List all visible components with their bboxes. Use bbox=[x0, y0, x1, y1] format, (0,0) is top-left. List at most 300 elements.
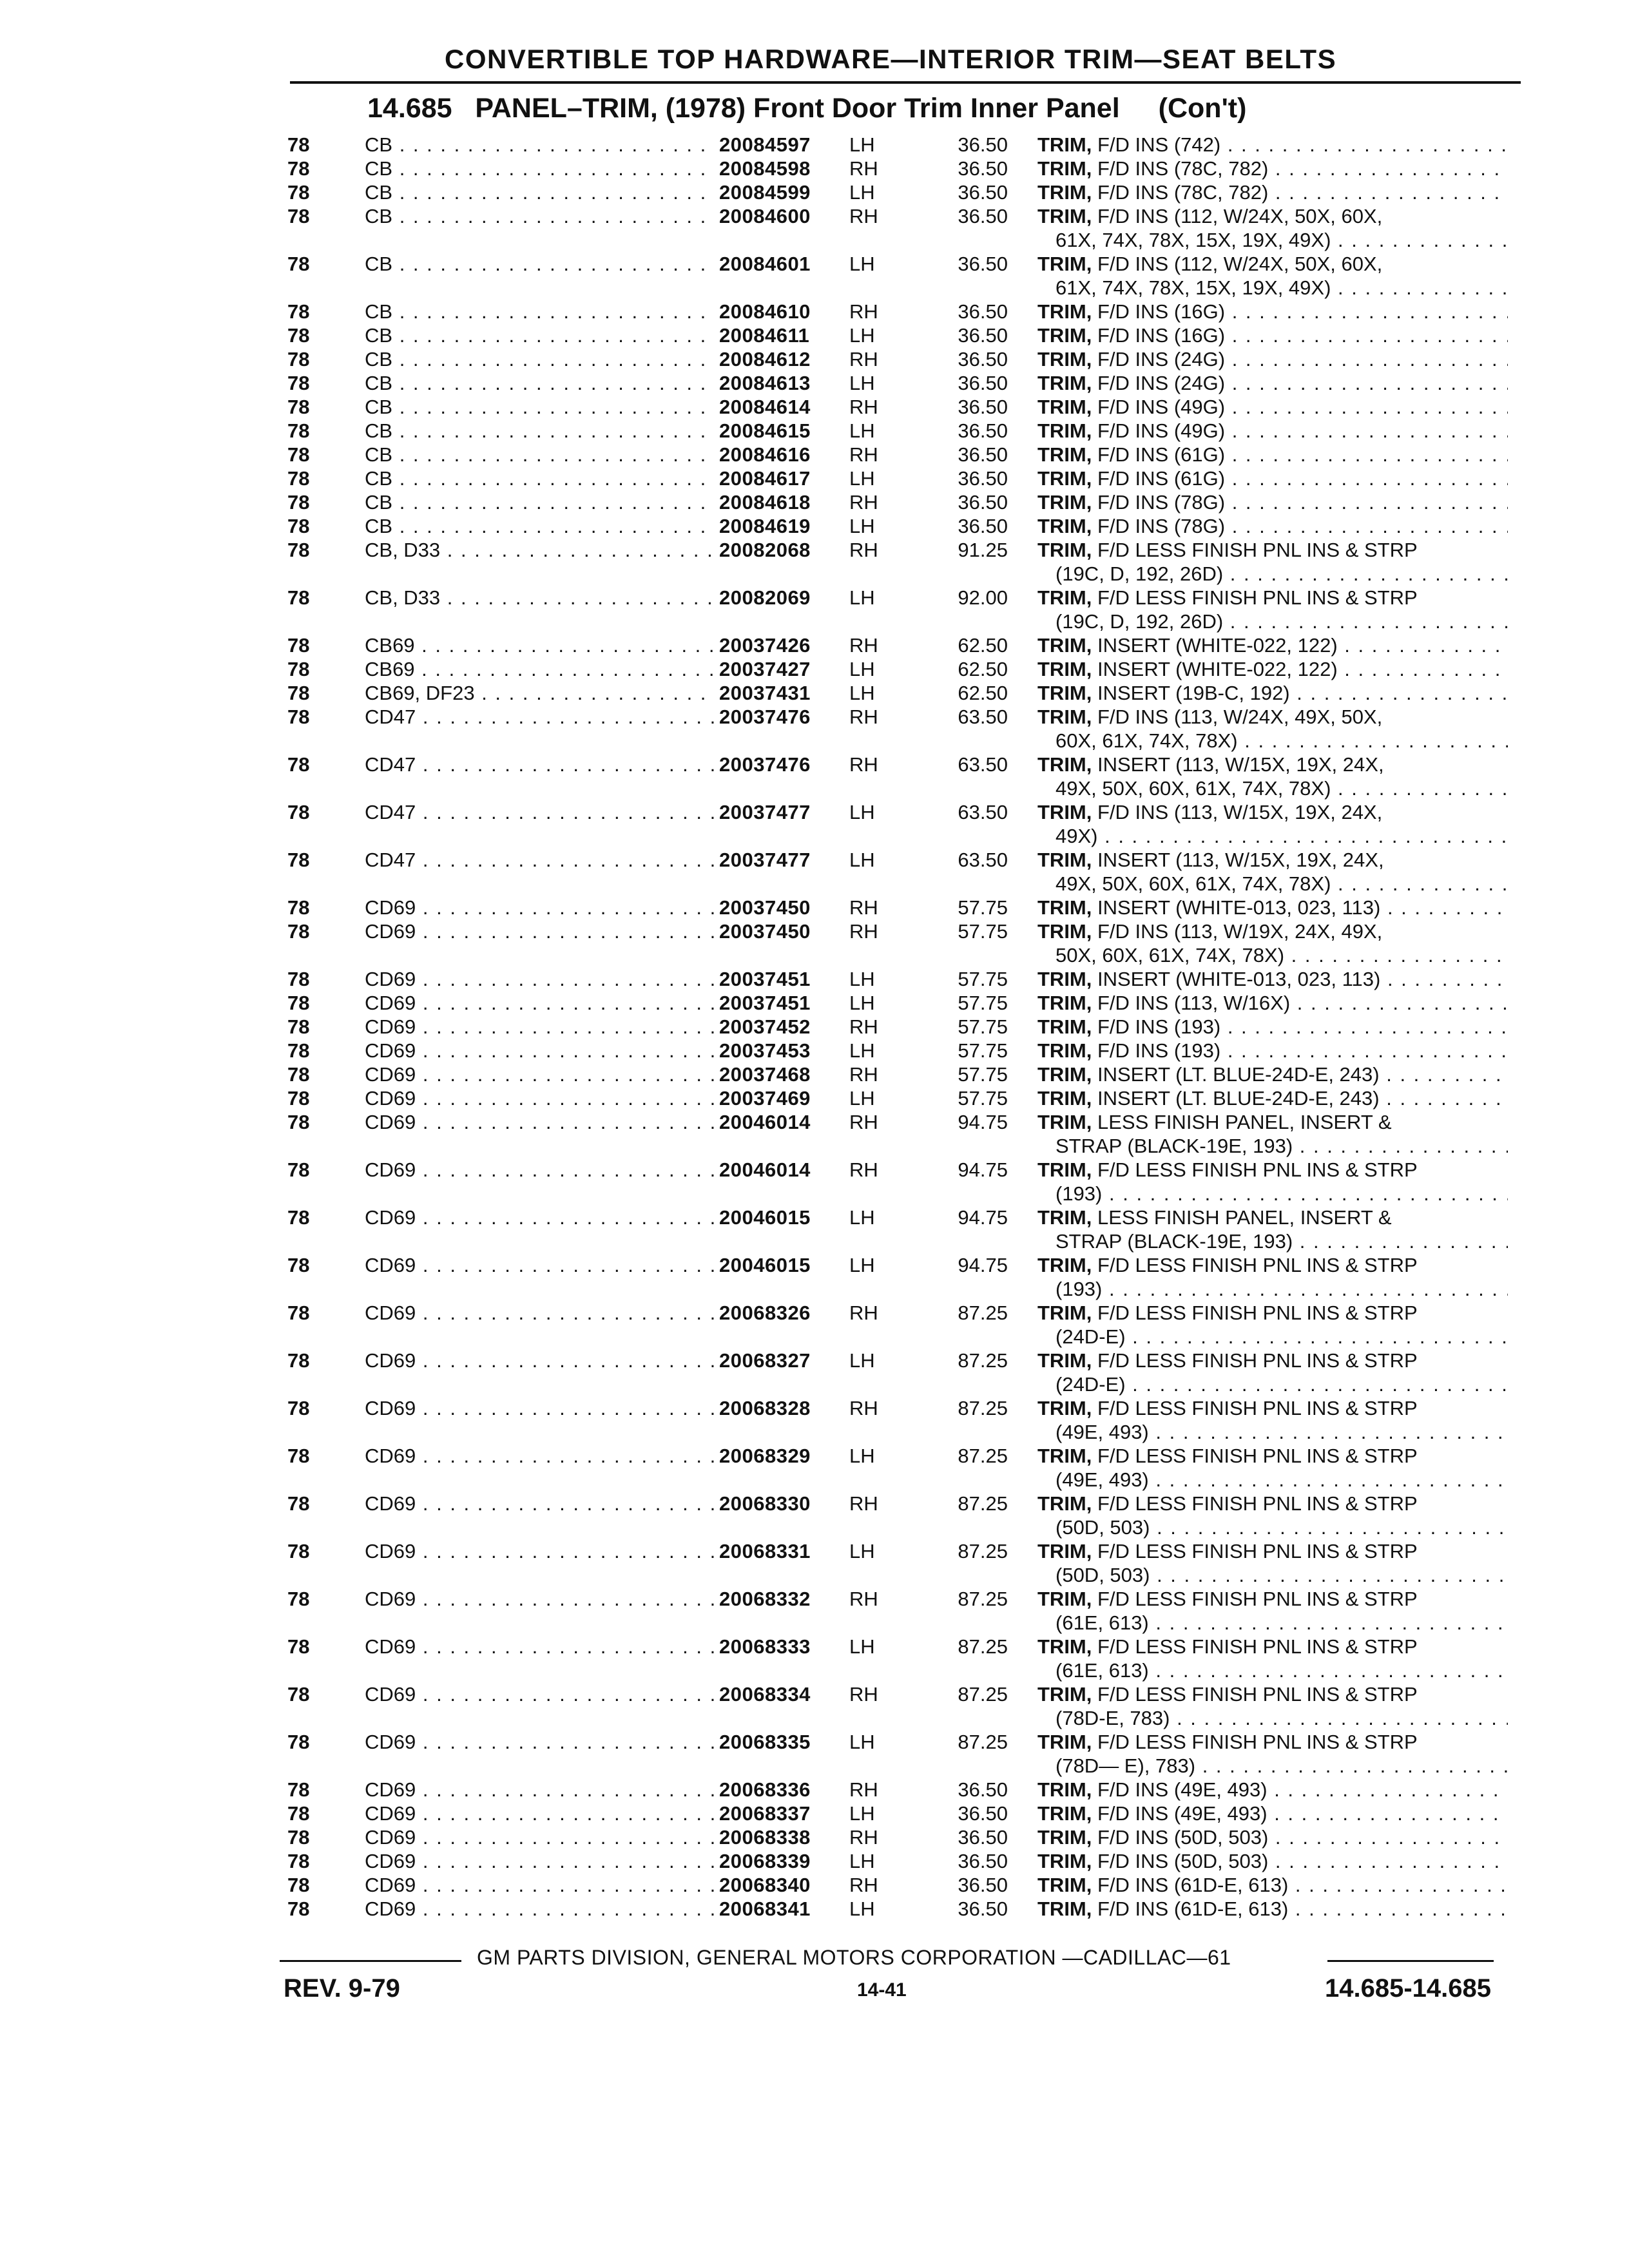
price-cell: 57.75 bbox=[958, 1063, 1008, 1086]
description-text: (19C, D, 192, 26D) bbox=[1055, 610, 1224, 633]
description-line bbox=[1037, 824, 1508, 848]
description-cell bbox=[1037, 967, 1508, 991]
model-code-cell: CB . . . bbox=[365, 443, 715, 466]
description-line bbox=[1037, 1492, 1508, 1515]
description-cell bbox=[1037, 1730, 1508, 1778]
part-number-cell: 20037477 bbox=[719, 801, 811, 823]
description-line bbox=[1037, 705, 1508, 729]
description-line bbox=[1037, 1444, 1508, 1468]
description-prefix: TRIM, bbox=[1037, 1087, 1092, 1110]
description-prefix: TRIM, bbox=[1037, 1302, 1092, 1324]
year-cell: 78 bbox=[287, 1111, 310, 1133]
table-row bbox=[0, 633, 1629, 657]
description-text: F/D LESS FINISH PNL INS & STRP bbox=[1097, 1588, 1418, 1610]
section-number: 14.685 bbox=[367, 93, 452, 124]
description-text: F/D INS (193) bbox=[1097, 1015, 1221, 1038]
table-row bbox=[0, 1086, 1629, 1110]
description-prefix: TRIM, bbox=[1037, 1540, 1092, 1562]
description-cell bbox=[1037, 1301, 1508, 1349]
price-cell: 94.75 bbox=[958, 1111, 1008, 1133]
year-cell: 78 bbox=[287, 539, 310, 561]
part-number-cell: 20068336 bbox=[719, 1778, 811, 1801]
side-cell: RH bbox=[849, 205, 878, 227]
description-line bbox=[1037, 967, 1508, 991]
table-row bbox=[0, 1802, 1629, 1825]
description-text: (78D— E), 783) bbox=[1055, 1754, 1196, 1777]
year-cell: 78 bbox=[287, 849, 310, 871]
price-cell: 91.25 bbox=[958, 539, 1008, 561]
description-text: INSERT (19B-C, 192) bbox=[1097, 682, 1290, 704]
model-code-cell: CB . . . bbox=[365, 133, 715, 157]
model-code-cell: CD69 . . . bbox=[365, 1086, 715, 1110]
description-prefix: TRIM, bbox=[1037, 372, 1092, 394]
description-line bbox=[1037, 1325, 1508, 1349]
side-cell: RH bbox=[849, 1302, 878, 1324]
parts-list bbox=[0, 133, 1629, 1921]
description-text: F/D INS (16G) bbox=[1097, 324, 1226, 347]
side-cell: LH bbox=[849, 658, 875, 680]
description-cell bbox=[1037, 991, 1508, 1015]
table-row bbox=[0, 347, 1629, 371]
description-text: F/D LESS FINISH PNL INS & STRP bbox=[1097, 1349, 1418, 1372]
year-cell: 78 bbox=[287, 706, 310, 728]
description-prefix: TRIM, bbox=[1037, 1015, 1092, 1038]
part-number-cell: 20037468 bbox=[719, 1063, 811, 1086]
table-row bbox=[0, 252, 1629, 300]
description-line bbox=[1037, 1778, 1508, 1802]
description-prefix: TRIM, bbox=[1037, 1778, 1092, 1801]
side-cell: RH bbox=[849, 896, 878, 919]
model-code-cell: CD69 . . . bbox=[365, 1730, 715, 1754]
description-line bbox=[1037, 681, 1508, 705]
description-text: F/D LESS FINISH PNL INS & STRP bbox=[1097, 1254, 1418, 1276]
price-cell: 94.75 bbox=[958, 1254, 1008, 1276]
description-line bbox=[1037, 276, 1508, 300]
description-line bbox=[1037, 466, 1508, 490]
part-number-cell: 20068338 bbox=[719, 1826, 811, 1849]
description-line bbox=[1037, 1182, 1508, 1206]
description-line bbox=[1037, 157, 1508, 180]
year-cell: 78 bbox=[287, 1731, 310, 1753]
year-cell: 78 bbox=[287, 634, 310, 657]
price-cell: 36.50 bbox=[958, 348, 1008, 370]
description-text: F/D LESS FINISH PNL INS & STRP bbox=[1097, 1731, 1418, 1753]
description-cell bbox=[1037, 443, 1508, 466]
table-row bbox=[0, 1158, 1629, 1206]
description-text: (193) bbox=[1055, 1182, 1103, 1205]
description-text: (50D, 503) bbox=[1055, 1516, 1150, 1539]
model-code-cell: CD69 . . . bbox=[365, 896, 715, 919]
part-number-cell: 20037476 bbox=[719, 753, 811, 776]
table-row bbox=[0, 419, 1629, 443]
year-cell: 78 bbox=[287, 205, 310, 227]
description-text: F/D INS (113, W/24X, 49X, 50X, bbox=[1097, 706, 1383, 728]
model-code-cell: CD69 . . . bbox=[365, 991, 715, 1015]
table-row bbox=[0, 1539, 1629, 1587]
price-cell: 36.50 bbox=[958, 1826, 1008, 1849]
model-code-cell: CB . . . bbox=[365, 514, 715, 538]
description-cell bbox=[1037, 1349, 1508, 1396]
table-row bbox=[0, 538, 1629, 586]
year-cell: 78 bbox=[287, 896, 310, 919]
description-line bbox=[1037, 896, 1508, 919]
description-line bbox=[1037, 1372, 1508, 1396]
description-prefix: TRIM, bbox=[1037, 968, 1092, 990]
description-cell bbox=[1037, 586, 1508, 633]
description-text: (61E, 613) bbox=[1055, 1659, 1149, 1682]
description-text: STRAP (BLACK-19E, 193) bbox=[1055, 1230, 1293, 1253]
table-row bbox=[0, 991, 1629, 1015]
description-text: (193) bbox=[1055, 1278, 1103, 1300]
price-cell: 36.50 bbox=[958, 443, 1008, 466]
description-prefix: TRIM, bbox=[1037, 658, 1092, 680]
description-text: F/D LESS FINISH PNL INS & STRP bbox=[1097, 1540, 1418, 1562]
description-cell bbox=[1037, 395, 1508, 419]
price-cell: 36.50 bbox=[958, 1898, 1008, 1920]
side-cell: LH bbox=[849, 1802, 875, 1825]
side-cell: RH bbox=[849, 300, 878, 323]
part-number-cell: 20068332 bbox=[719, 1588, 811, 1610]
description-line bbox=[1037, 1873, 1508, 1897]
description-line bbox=[1037, 490, 1508, 514]
part-number-cell: 20084619 bbox=[719, 515, 811, 537]
side-cell: LH bbox=[849, 1087, 875, 1110]
description-text: F/D INS (78G) bbox=[1097, 491, 1226, 514]
description-cell bbox=[1037, 1206, 1508, 1253]
model-code-cell: CB . . . bbox=[365, 371, 715, 395]
year-cell: 78 bbox=[287, 133, 310, 156]
price-cell: 57.75 bbox=[958, 1087, 1008, 1110]
description-text: (19C, D, 192, 26D) bbox=[1055, 562, 1224, 585]
part-number-cell: 20082069 bbox=[719, 586, 811, 609]
side-cell: RH bbox=[849, 1588, 878, 1610]
description-line bbox=[1037, 1897, 1508, 1921]
part-number-cell: 20037452 bbox=[719, 1015, 811, 1038]
description-text: F/D INS (742) bbox=[1097, 133, 1221, 156]
part-number-cell: 20068327 bbox=[719, 1349, 811, 1372]
model-code-cell: CD69 . . . bbox=[365, 1635, 715, 1658]
table-row bbox=[0, 1587, 1629, 1635]
description-line bbox=[1037, 1110, 1508, 1134]
description-line bbox=[1037, 1682, 1508, 1706]
price-cell: 36.50 bbox=[958, 515, 1008, 537]
description-prefix: TRIM, bbox=[1037, 634, 1092, 657]
side-cell: RH bbox=[849, 1015, 878, 1038]
description-cell bbox=[1037, 1873, 1508, 1897]
description-prefix: TRIM, bbox=[1037, 849, 1092, 871]
description-line bbox=[1037, 872, 1508, 896]
description-cell bbox=[1037, 1039, 1508, 1062]
description-line bbox=[1037, 1635, 1508, 1658]
side-cell: RH bbox=[849, 1492, 878, 1515]
side-cell: LH bbox=[849, 1850, 875, 1872]
description-text: 61X, 74X, 78X, 15X, 19X, 49X) bbox=[1055, 229, 1331, 251]
footer-rule-left bbox=[280, 1960, 461, 1962]
description-prefix: TRIM, bbox=[1037, 1898, 1092, 1920]
table-row bbox=[0, 1062, 1629, 1086]
description-cell bbox=[1037, 490, 1508, 514]
model-code-cell: CB . . . bbox=[365, 252, 715, 276]
description-prefix: TRIM, bbox=[1037, 1445, 1092, 1467]
description-cell bbox=[1037, 300, 1508, 323]
description-line bbox=[1037, 252, 1508, 276]
year-cell: 78 bbox=[287, 1898, 310, 1920]
description-line bbox=[1037, 991, 1508, 1015]
description-cell bbox=[1037, 323, 1508, 347]
page-title: CONVERTIBLE TOP HARDWARE—INTERIOR TRIM—SEAT BELTS bbox=[445, 44, 1337, 74]
description-cell bbox=[1037, 1396, 1508, 1444]
table-row bbox=[0, 1897, 1629, 1921]
description-prefix: TRIM, bbox=[1037, 419, 1092, 442]
table-row bbox=[0, 1444, 1629, 1492]
description-line bbox=[1037, 1587, 1508, 1611]
year-cell: 78 bbox=[287, 1445, 310, 1467]
section-range: 14.685-14.685 bbox=[1324, 1974, 1491, 2003]
price-cell: 36.50 bbox=[958, 300, 1008, 323]
model-code-cell: CD69 . . . bbox=[365, 1396, 715, 1420]
price-cell: 94.75 bbox=[958, 1158, 1008, 1181]
table-row bbox=[0, 300, 1629, 323]
description-prefix: TRIM, bbox=[1037, 133, 1092, 156]
model-code-cell: CD69 . . . bbox=[365, 1587, 715, 1611]
page-header bbox=[290, 39, 1521, 84]
side-cell: LH bbox=[849, 1898, 875, 1920]
side-cell: LH bbox=[849, 968, 875, 990]
description-cell bbox=[1037, 180, 1508, 204]
description-text: F/D LESS FINISH PNL INS & STRP bbox=[1097, 539, 1418, 561]
side-cell: LH bbox=[849, 849, 875, 871]
price-cell: 36.50 bbox=[958, 419, 1008, 442]
description-text: F/D LESS FINISH PNL INS & STRP bbox=[1097, 1683, 1418, 1706]
side-cell: LH bbox=[849, 682, 875, 704]
model-code-cell: CD69 . . . bbox=[365, 1802, 715, 1825]
price-cell: 87.25 bbox=[958, 1445, 1008, 1467]
description-text: F/D INS (113, W/16X) bbox=[1097, 992, 1291, 1014]
description-line bbox=[1037, 347, 1508, 371]
model-code-cell: CD69 . . . bbox=[365, 1158, 715, 1182]
description-cell bbox=[1037, 1444, 1508, 1492]
model-code-cell: CB69, DF23 . . . bbox=[365, 681, 715, 705]
description-prefix: TRIM, bbox=[1037, 443, 1092, 466]
description-cell bbox=[1037, 896, 1508, 919]
year-cell: 78 bbox=[287, 467, 310, 490]
table-row bbox=[0, 705, 1629, 753]
description-prefix: TRIM, bbox=[1037, 1254, 1092, 1276]
table-row bbox=[0, 490, 1629, 514]
description-prefix: TRIM, bbox=[1037, 801, 1092, 823]
description-prefix: TRIM, bbox=[1037, 1206, 1092, 1229]
description-line bbox=[1037, 1706, 1508, 1730]
side-cell: RH bbox=[849, 1826, 878, 1849]
description-text: INSERT (LT. BLUE-24D-E, 243) bbox=[1097, 1087, 1380, 1110]
side-cell: LH bbox=[849, 1349, 875, 1372]
model-code-cell: CD69 . . . bbox=[365, 1039, 715, 1062]
price-cell: 36.50 bbox=[958, 1802, 1008, 1825]
price-cell: 87.25 bbox=[958, 1302, 1008, 1324]
side-cell: LH bbox=[849, 1254, 875, 1276]
model-code-cell: CD69 . . . bbox=[365, 1253, 715, 1277]
description-cell bbox=[1037, 157, 1508, 180]
model-code-cell: CB, D33 . . . bbox=[365, 538, 715, 562]
description-line bbox=[1037, 1253, 1508, 1277]
description-prefix: TRIM, bbox=[1037, 467, 1092, 490]
year-cell: 78 bbox=[287, 253, 310, 275]
year-cell: 78 bbox=[287, 920, 310, 943]
description-cell bbox=[1037, 1086, 1508, 1110]
table-row bbox=[0, 753, 1629, 800]
section-title: PANEL–TRIM, (1978) Front Door Trim Inner Panel bbox=[475, 93, 1120, 124]
side-cell: RH bbox=[849, 1874, 878, 1896]
description-prefix: TRIM, bbox=[1037, 396, 1092, 418]
side-cell: RH bbox=[849, 1397, 878, 1419]
side-cell: LH bbox=[849, 1445, 875, 1467]
description-line bbox=[1037, 419, 1508, 443]
year-cell: 78 bbox=[287, 992, 310, 1014]
description-line bbox=[1037, 1658, 1508, 1682]
price-cell: 87.25 bbox=[958, 1397, 1008, 1419]
description-line bbox=[1037, 562, 1508, 586]
description-text: 49X, 50X, 60X, 61X, 74X, 78X) bbox=[1055, 872, 1331, 895]
part-number-cell: 20084601 bbox=[719, 253, 811, 275]
description-text: F/D INS (78C, 782) bbox=[1097, 157, 1269, 180]
description-text: F/D INS (50D, 503) bbox=[1097, 1826, 1269, 1849]
description-prefix: TRIM, bbox=[1037, 515, 1092, 537]
table-row bbox=[0, 681, 1629, 705]
section-heading bbox=[367, 93, 1246, 124]
table-row bbox=[0, 848, 1629, 896]
description-cell bbox=[1037, 1539, 1508, 1587]
description-prefix: TRIM, bbox=[1037, 753, 1092, 776]
year-cell: 78 bbox=[287, 157, 310, 180]
description-cell bbox=[1037, 1825, 1508, 1849]
description-prefix: TRIM, bbox=[1037, 706, 1092, 728]
section-continued: (Con't) bbox=[1158, 93, 1247, 124]
part-number-cell: 20068334 bbox=[719, 1683, 811, 1706]
description-text: LESS FINISH PANEL, INSERT & bbox=[1097, 1111, 1392, 1133]
description-line bbox=[1037, 1420, 1508, 1444]
year-cell: 78 bbox=[287, 658, 310, 680]
description-cell bbox=[1037, 1682, 1508, 1730]
price-cell: 87.25 bbox=[958, 1635, 1008, 1658]
side-cell: LH bbox=[849, 133, 875, 156]
side-cell: LH bbox=[849, 1635, 875, 1658]
description-cell bbox=[1037, 657, 1508, 681]
description-cell bbox=[1037, 1492, 1508, 1539]
year-cell: 78 bbox=[287, 300, 310, 323]
table-row bbox=[0, 1849, 1629, 1873]
price-cell: 36.50 bbox=[958, 253, 1008, 275]
part-number-cell: 20037451 bbox=[719, 968, 811, 990]
model-code-cell: CD69 . . . bbox=[365, 1444, 715, 1468]
part-number-cell: 20037450 bbox=[719, 920, 811, 943]
price-cell: 36.50 bbox=[958, 205, 1008, 227]
price-cell: 57.75 bbox=[958, 992, 1008, 1014]
description-text: F/D INS (113, W/19X, 24X, 49X, bbox=[1097, 920, 1383, 943]
model-code-cell: CB . . . bbox=[365, 347, 715, 371]
description-line bbox=[1037, 633, 1508, 657]
model-code-cell: CD69 . . . bbox=[365, 1015, 715, 1039]
model-code-cell: CD69 . . . bbox=[365, 1825, 715, 1849]
part-number-cell: 20084618 bbox=[719, 491, 811, 514]
part-number-cell: 20084613 bbox=[719, 372, 811, 394]
part-number-cell: 20068341 bbox=[719, 1898, 811, 1920]
description-cell bbox=[1037, 514, 1508, 538]
description-cell bbox=[1037, 753, 1508, 800]
side-cell: LH bbox=[849, 586, 875, 609]
description-prefix: TRIM, bbox=[1037, 348, 1092, 370]
model-code-cell: CD69 . . . bbox=[365, 1492, 715, 1515]
description-cell bbox=[1037, 1587, 1508, 1635]
description-text: F/D INS (49G) bbox=[1097, 419, 1226, 442]
model-code-cell: CB . . . bbox=[365, 490, 715, 514]
side-cell: LH bbox=[849, 324, 875, 347]
description-text: INSERT (WHITE-013, 023, 113) bbox=[1097, 968, 1381, 990]
part-number-cell: 20037426 bbox=[719, 634, 811, 657]
description-text: F/D INS (112, W/24X, 50X, 60X, bbox=[1097, 253, 1383, 275]
description-text: 49X, 50X, 60X, 61X, 74X, 78X) bbox=[1055, 777, 1331, 800]
part-number-cell: 20084610 bbox=[719, 300, 811, 323]
table-row bbox=[0, 323, 1629, 347]
price-cell: 36.50 bbox=[958, 133, 1008, 156]
year-cell: 78 bbox=[287, 419, 310, 442]
description-line bbox=[1037, 228, 1508, 252]
description-line bbox=[1037, 1515, 1508, 1539]
description-line bbox=[1037, 1301, 1508, 1325]
description-cell bbox=[1037, 919, 1508, 967]
description-cell bbox=[1037, 252, 1508, 300]
page-number: 14-41 bbox=[857, 1979, 907, 2001]
description-prefix: TRIM, bbox=[1037, 1635, 1092, 1658]
model-code-cell: CD47 . . . bbox=[365, 705, 715, 729]
model-code-cell: CD69 . . . bbox=[365, 1110, 715, 1134]
price-cell: 62.50 bbox=[958, 682, 1008, 704]
price-cell: 87.25 bbox=[958, 1492, 1008, 1515]
year-cell: 78 bbox=[287, 1063, 310, 1086]
year-cell: 78 bbox=[287, 1015, 310, 1038]
description-text: F/D INS (112, W/24X, 50X, 60X, bbox=[1097, 205, 1383, 227]
year-cell: 78 bbox=[287, 1492, 310, 1515]
price-cell: 36.50 bbox=[958, 1850, 1008, 1872]
description-line bbox=[1037, 300, 1508, 323]
description-text: F/D INS (50D, 503) bbox=[1097, 1850, 1269, 1872]
description-text: F/D LESS FINISH PNL INS & STRP bbox=[1097, 1302, 1418, 1324]
table-row bbox=[0, 371, 1629, 395]
price-cell: 87.25 bbox=[958, 1588, 1008, 1610]
year-cell: 78 bbox=[287, 515, 310, 537]
side-cell: LH bbox=[849, 1731, 875, 1753]
description-prefix: TRIM, bbox=[1037, 1731, 1092, 1753]
part-number-cell: 20068328 bbox=[719, 1397, 811, 1419]
table-row bbox=[0, 157, 1629, 180]
description-prefix: TRIM, bbox=[1037, 181, 1092, 204]
year-cell: 78 bbox=[287, 491, 310, 514]
description-prefix: TRIM, bbox=[1037, 1111, 1092, 1133]
side-cell: LH bbox=[849, 419, 875, 442]
description-cell bbox=[1037, 633, 1508, 657]
year-cell: 78 bbox=[287, 1397, 310, 1419]
price-cell: 36.50 bbox=[958, 181, 1008, 204]
model-code-cell: CB . . . bbox=[365, 157, 715, 180]
description-prefix: TRIM, bbox=[1037, 586, 1092, 609]
description-cell bbox=[1037, 705, 1508, 753]
description-prefix: TRIM, bbox=[1037, 539, 1092, 561]
description-line bbox=[1037, 1611, 1508, 1635]
description-prefix: TRIM, bbox=[1037, 1802, 1092, 1825]
table-row bbox=[0, 1039, 1629, 1062]
description-prefix: TRIM, bbox=[1037, 1039, 1092, 1062]
table-row bbox=[0, 896, 1629, 919]
description-line bbox=[1037, 1277, 1508, 1301]
